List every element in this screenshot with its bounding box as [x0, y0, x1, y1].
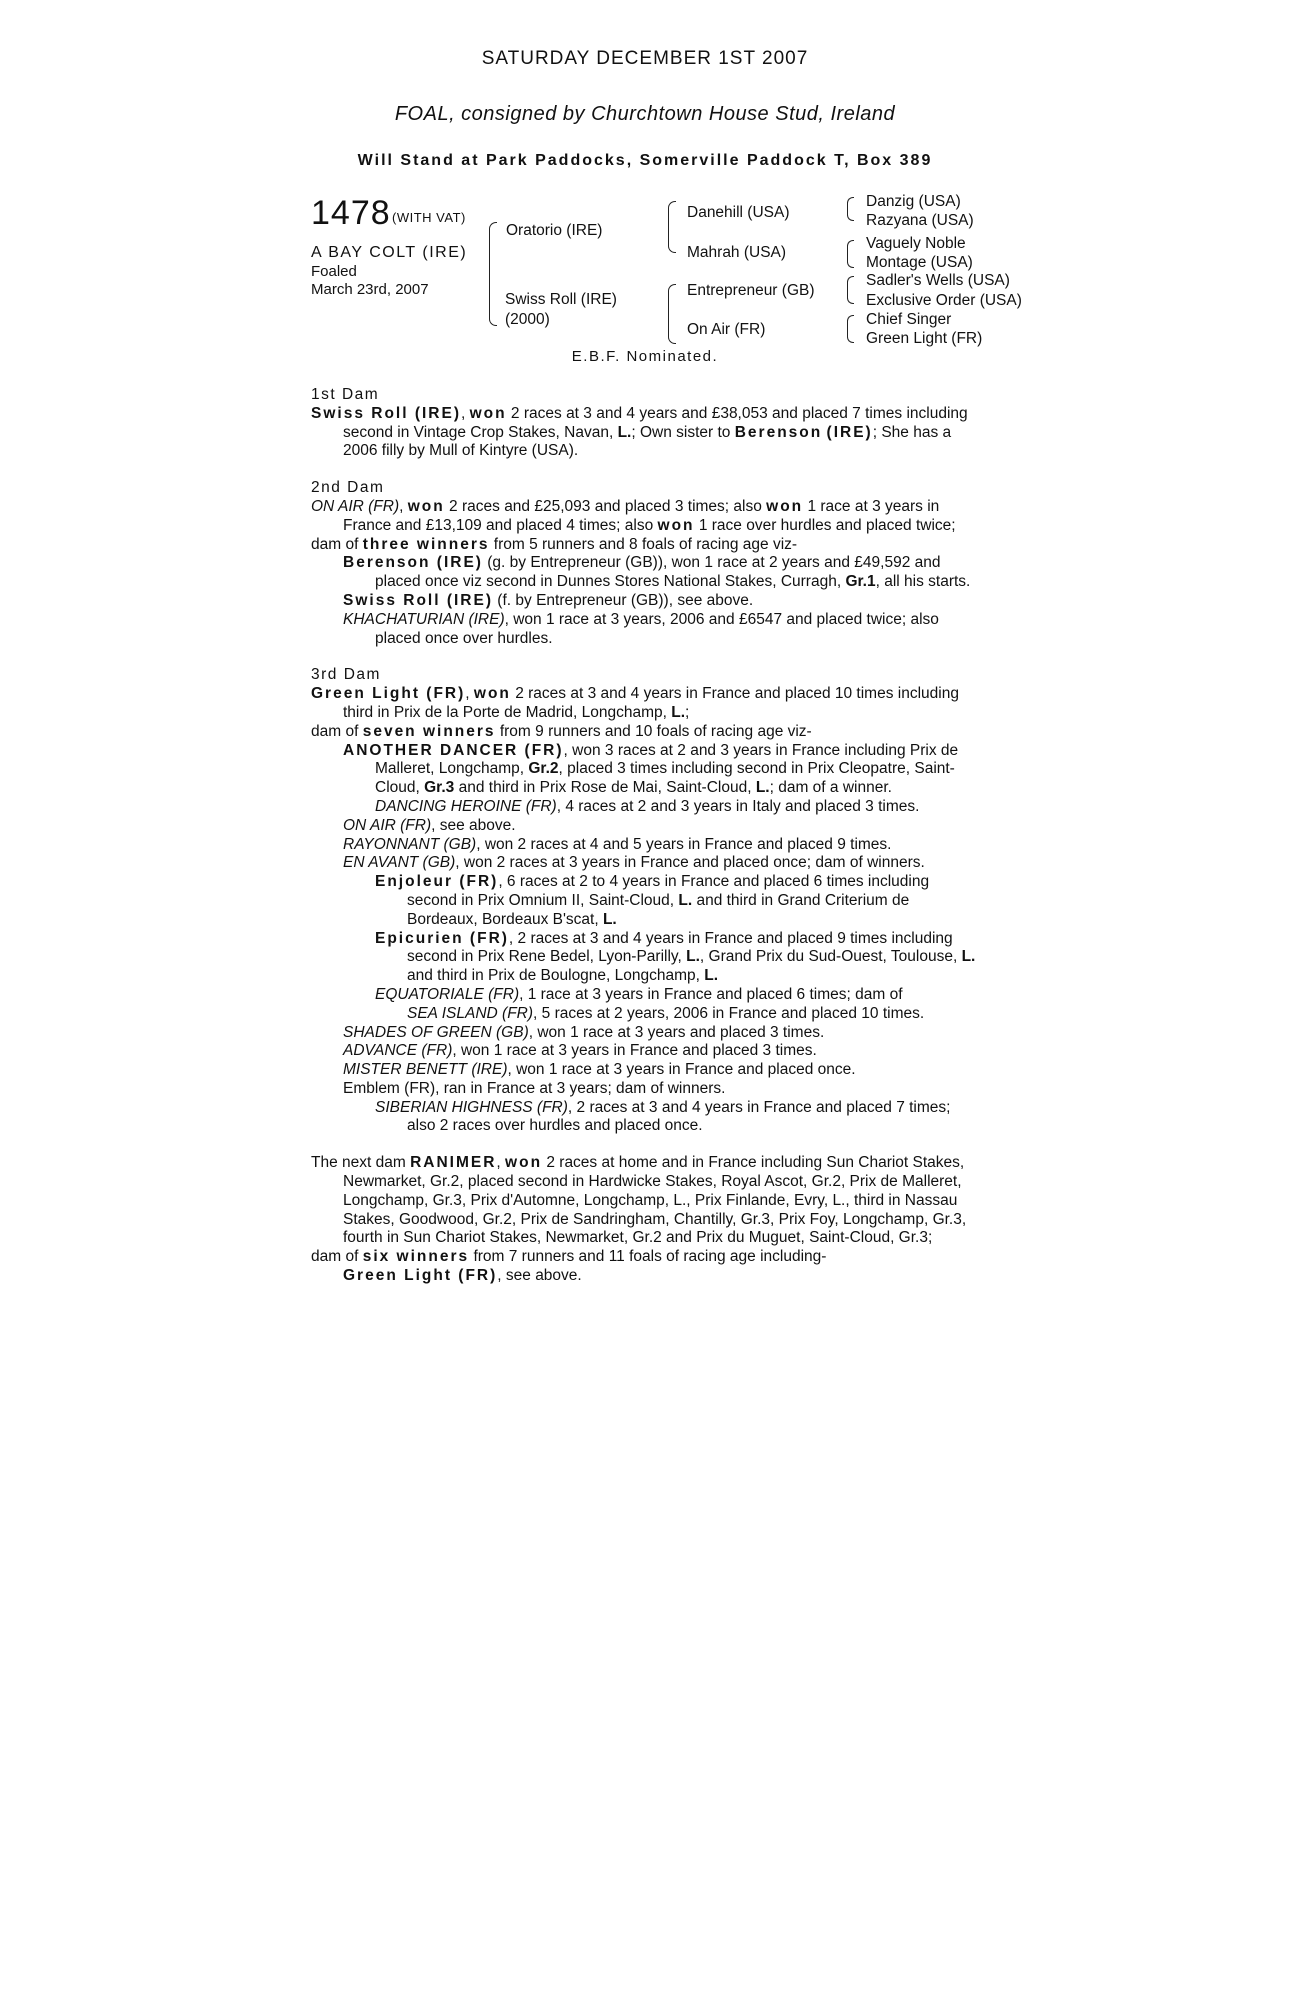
dam-dam: On Air (FR): [687, 321, 766, 338]
next-dam-produce-summary: dam of six winners from 7 runners and 11 foals of racing age including-: [311, 1248, 827, 1266]
third-dam-entry: Green Light (FR), won 2 races at 3 and 4 years in France and placed 10 times including third in Prix de la Porte de Madrid, Longchamp, L.;: [311, 685, 959, 721]
produce-epicurien: Epicurien (FR), 2 races at 3 and 4 years in France and placed 9 times including second in Prix Rene Bedel, Lyon-Parilly, L., Grand Prix du Sud-Ouest, Toulouse, L. and third in Prix de Boulogne, Longchamp, L.: [375, 929, 976, 985]
sire-name: Oratorio (IRE): [506, 222, 603, 239]
produce-khachaturian: KHACHATURIAN (IRE), won 1 race at 3 years, 2006 and £6547 and placed twice; also placed once over hurdles.: [343, 610, 939, 647]
sale-date: SATURDAY DECEMBER 1ST 2007: [481, 48, 809, 69]
produce-another-dancer: ANOTHER DANCER (FR), won 3 races at 2 and 3 years in France including Prix de Malleret, Longchamp, Gr.2, placed 3 times including second in Prix Cleopatre, Saint-Cloud, Gr.3 and third in Prix Rose de Mai, Saint-Cloud, L.; dam of a winner.: [343, 741, 959, 797]
foaled-label: Foaled: [311, 263, 357, 280]
next-dam-entry: The next dam RANIMER, won 2 races at home and in France including Sun Chariot Stakes, Newmarket, Gr.2, placed second in Hardwicke Stakes, Royal Ascot, Gr.2, Prix de Malleret, Longchamp, Gr.3, Prix d'Automne, Longchamp, L., Prix Finlande, Evry, L., third in Nassau Stakes, Goodwood, Gr.2, Prix de Sandringham, Chantilly, Gr.3, Prix Foy, Longchamp, Gr.3, fourth in Sun Chariot Stakes, Newmarket, Gr.2 and Prix du Muguet, Saint-Cloud, Gr.3;: [311, 1154, 967, 1247]
dam-brace: [668, 284, 676, 344]
sd-dam: Montage (USA): [866, 254, 973, 271]
stand-location: Will Stand at Park Paddocks, Somerville Paddock T, Box 389: [357, 152, 933, 169]
dam-sire: Entrepreneur (GB): [687, 282, 815, 299]
second-dam-produce-summary: dam of three winners from 5 runners and 8 foals of racing age viz-: [311, 535, 798, 553]
produce-on-air: ON AIR (FR), see above.: [343, 816, 516, 834]
sd-sire: Vaguely Noble: [866, 235, 966, 252]
ds-dam: Exclusive Order (USA): [866, 292, 1022, 309]
produce-swiss-roll: Swiss Roll (IRE) (f. by Entrepreneur (GB)), see above.: [343, 591, 754, 609]
horse-name: A BAY COLT (IRE): [311, 244, 468, 261]
sd-brace: [847, 240, 854, 268]
produce-equatoriale: EQUATORIALE (FR), 1 race at 3 years in France and placed 6 times; dam of: [375, 985, 903, 1003]
sire-brace: [668, 201, 676, 253]
third-dam-heading: 3rd Dam: [311, 666, 381, 684]
dd-dam: Green Light (FR): [866, 330, 983, 347]
produce-berenson: Berenson (IRE) (g. by Entrepreneur (GB)), won 1 race at 2 years and £49,592 and placed once viz second in Dunnes Stores National Stakes, Curragh, Gr.1, all his starts.: [343, 554, 971, 591]
ds-brace: [847, 276, 854, 304]
produce-green-light: Green Light (FR), see above.: [343, 1267, 582, 1285]
produce-shades-of-green: SHADES OF GREEN (GB), won 1 race at 3 years and placed 3 times.: [343, 1023, 825, 1041]
lot-number: 1478: [311, 194, 391, 232]
produce-dancing-heroine: DANCING HEROINE (FR), 4 races at 2 and 3 years in Italy and placed 3 times.: [375, 797, 920, 815]
consignment-line: FOAL, consigned by Churchtown House Stud, Ireland: [394, 103, 896, 125]
first-dam-entry: Swiss Roll (IRE), won 2 races at 3 and 4 years and £38,053 and placed 7 times including second in Vintage Crop Stakes, Navan, L.; Own sister to Berenson (IRE); She has a 2006 filly by Mull of Kintyre (USA).: [311, 404, 968, 460]
dd-sire: Chief Singer: [866, 311, 952, 328]
sire-sire: Danehill (USA): [687, 204, 790, 221]
second-dam-entry: ON AIR (FR), won 2 races and £25,093 and placed 3 times; also won 1 race at 3 years in France and £13,109 and placed 4 times; also won 1 race over hurdles and placed twice;: [311, 497, 956, 534]
produce-sea-island: SEA ISLAND (FR), 5 races at 2 years, 2006 in France and placed 10 times.: [407, 1004, 925, 1022]
produce-mister-benett: MISTER BENETT (IRE), won 1 race at 3 years in France and placed once.: [343, 1061, 856, 1079]
produce-enjoleur: Enjoleur (FR), 6 races at 2 to 4 years in France and placed 6 times including second in Prix Omnium II, Saint-Cloud, L. and third in Grand Criterium de Bordeaux, Bordeaux B'scat, L.: [375, 873, 930, 928]
ds-sire: Sadler's Wells (USA): [866, 272, 1010, 289]
produce-emblem: Emblem (FR), ran in France at 3 years; dam of winners.: [343, 1079, 726, 1097]
ss-dam: Razyana (USA): [866, 212, 974, 229]
dd-brace: [847, 315, 854, 343]
produce-en-avant: EN AVANT (GB), won 2 races at 3 years in France and placed once; dam of winners.: [343, 854, 925, 872]
ebf-nominated: E.B.F. Nominated.: [571, 348, 719, 365]
third-dam-produce-summary: dam of seven winners from 9 runners and 10 foals of racing age viz-: [311, 722, 812, 740]
ss-sire: Danzig (USA): [866, 193, 961, 210]
first-dam-heading: 1st Dam: [311, 386, 380, 403]
generation1-brace: [489, 222, 497, 326]
produce-siberian-highness: SIBERIAN HIGHNESS (FR), 2 races at 3 and 4 years in France and placed 7 times; also 2 races over hurdles and placed once.: [375, 1098, 951, 1135]
dam-year: (2000): [505, 311, 550, 328]
produce-advance: ADVANCE (FR), won 1 race at 3 years in France and placed 3 times.: [343, 1042, 817, 1060]
vat-note: (WITH VAT): [392, 210, 466, 225]
ss-brace: [847, 197, 854, 221]
foaled-date: March 23rd, 2007: [311, 281, 429, 298]
second-dam-heading: 2nd Dam: [311, 479, 385, 497]
family-details: [311, 386, 983, 1286]
sire-dam: Mahrah (USA): [687, 244, 787, 261]
produce-rayonnant: RAYONNANT (GB), won 2 races at 4 and 5 years in France and placed 9 times.: [343, 835, 892, 853]
dam-name: Swiss Roll (IRE): [505, 291, 617, 308]
